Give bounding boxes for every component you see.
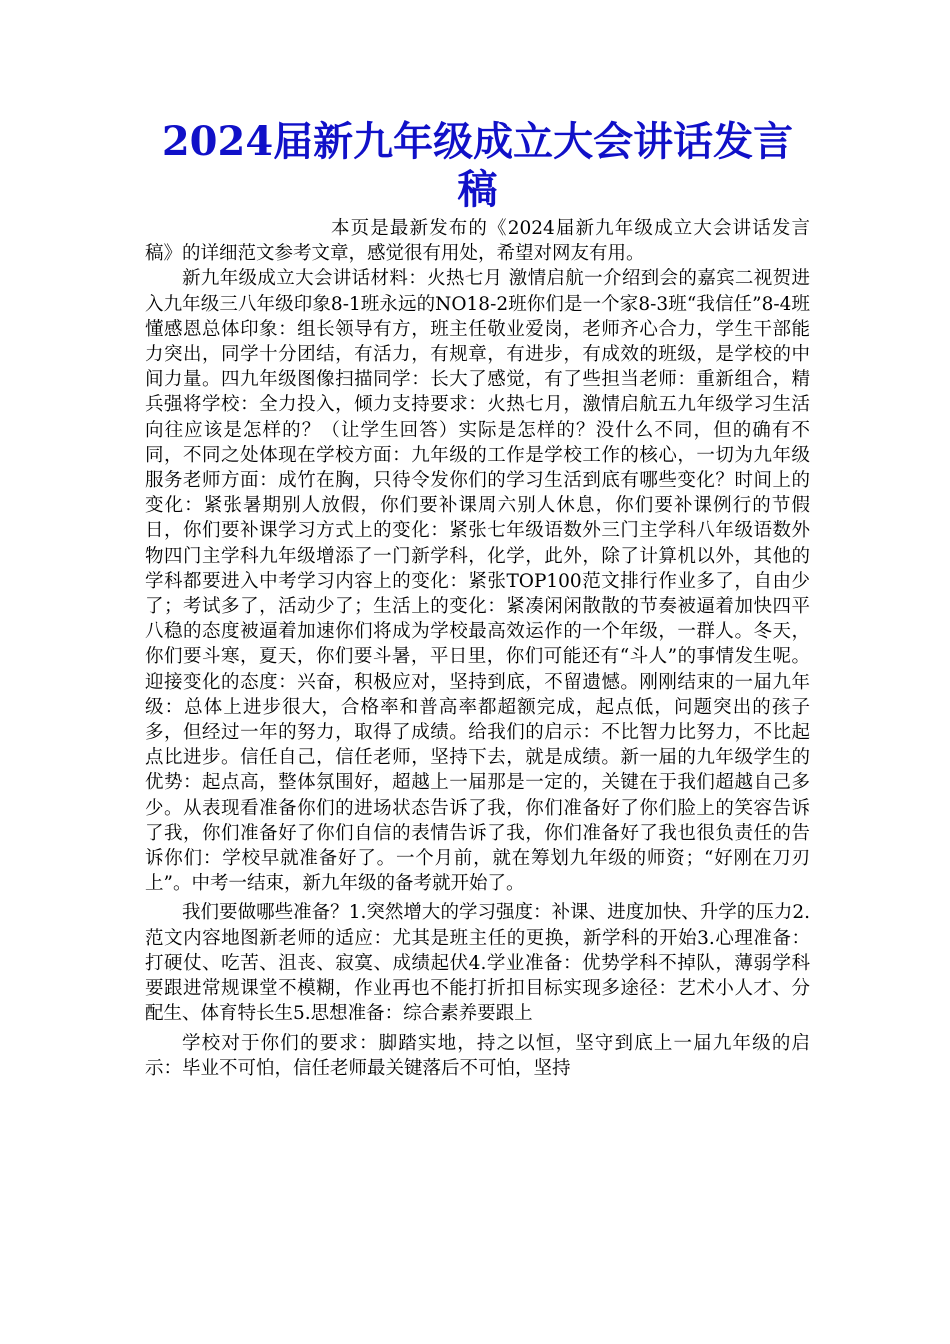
- body-paragraph-2: 我们要做哪些准备？1.突然增大的学习强度：补课、进度加快、升学的压力2.范文内容地图新老师的适应：尤其是班主任的更换，新学科的开始3.心理准备：打硬仗、吃苦、沮丧、寂寞、成绩起伏4.学业准备：优势学科不掉队，薄弱学科要跟进常规课堂不模糊，作业再也不能打折扣目标实现多途径：艺术小人才、分配生、体育特长生5.思想准备：综合素养要跟上: [145, 902, 810, 1025]
- document-title: 2024届新九年级成立大会讲话发言稿: [161, 118, 794, 213]
- intro-paragraph: 本页是最新发布的《2024届新九年级成立大会讲话发言稿》的详细范文参考文章，感觉很有用处，希望对网友有用。: [145, 218, 810, 265]
- document-page: [145, 118, 810, 1081]
- body-paragraph-3: 学校对于你们的要求：脚踏实地，持之以恒，坚守到底上一届九年级的启示：毕业不可怕，信任老师最关键落后不可怕，坚持: [145, 1032, 810, 1079]
- body-paragraph-1: 新九年级成立大会讲话材料：火热七月 激情启航一介绍到会的嘉宾二视贺进入九年级三八年级印象8-1班永远的NO18-2班你们是一个家8-3班“我信任”8-4班懂感恩总体印象：组长领导有方，班主任敬业爱岗，老师齐心合力，学生干部能力突出，同学十分团结，有活力，有规章，有进步，有成效的班级，是学校的中间力量。四九年级图像扫描同学：长大了感觉，有了些担当老师：重新组合，精兵强将学校：全力投入，倾力支持要求：火热七月，激情启航五九年级学习生活向往应该是怎样的？（让学生回答）实际是怎样的？没什么不同，但的确有不同，不同之处体现在学校方面：九年级的工作是学校工作的核心，一切为九年级服务老师方面：成竹在胸，只待令发你们的学习生活到底有哪些变化？时间上的变化：紧张暑期别人放假，你们要补课周六别人休息，你们要补课例行的节假日，你们要补课学习方式上的变化：紧张七年级语数外三门主学科八年级语数外物四门主学科九年级增添了一门新学科，化学，此外，除了计算机以外，其他的学科都要进入中考学习内容上的变化：紧张TOP100范文排行作业多了，自由少了；考试多了，活动少了；生活上的变化：紧凑闲闲散散的节奏被逼着加快四平八稳的态度被逼着加速你们将成为学校最高效运作的一个年级，一群人。冬天，你们要斗寒，夏天，你们要斗暑，平日里，你们可能还有“斗人”的事情发生呢。迎接变化的态度：兴奋，积极应对，坚持到底，不留遗憾。刚刚结束的一届九年级：总体上进步很大，合格率和普高率都超额完成，起点低，问题突出的孩子多，但经过一年的努力，取得了成绩。给我们的启示：不比智力比努力，不比起点比进步。信任自己，信任老师，坚持下去，就是成绩。新一届的九年级学生的优势：起点高，整体氛围好，超越上一届那是一定的，关键在于我们超越自己多少。从表现看准备你们的进场状态告诉了我，你们准备好了你们脸上的笑容告诉了我，你们准备好了你们自信的表情告诉了我，你们准备好了我也很负责任的告诉你们：学校早就准备好了。一个月前，就在筹划九年级的师资；“好刚在刀刃上”。中考一结束，新九年级的备考就开始了。: [145, 268, 810, 895]
